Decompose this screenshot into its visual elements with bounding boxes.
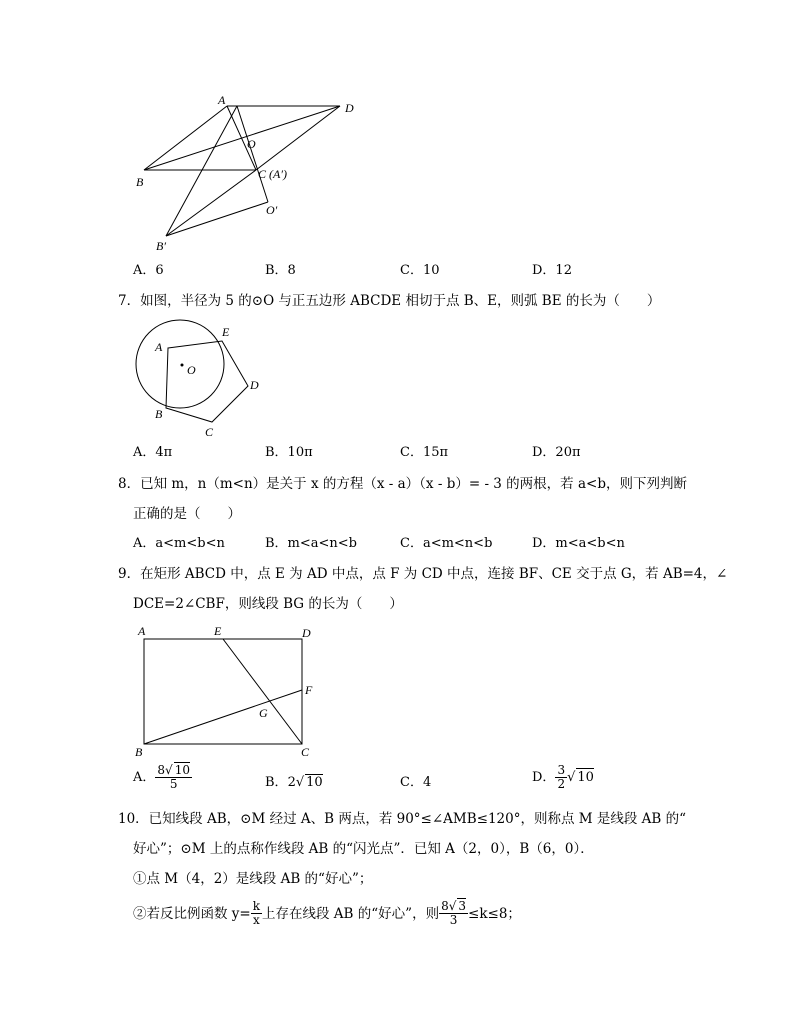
q6-figure xyxy=(130,90,370,260)
q9-option-a-den: 5 xyxy=(169,777,178,791)
q8-option-a: A．a<m<b<n xyxy=(133,536,225,551)
q10-item2-knum: k xyxy=(252,899,261,913)
q6-label-o2: O′ xyxy=(266,203,278,217)
q7-option-b: B．10π xyxy=(265,445,313,460)
q9-option-a xyxy=(133,764,192,791)
q9-option-a-num: 8 xyxy=(157,763,166,777)
q10-item2-c: ≤k≤8； xyxy=(468,905,521,922)
q10-item2-rad: 3 xyxy=(458,899,467,913)
q9-option-d: D． $\frac{3}{2}$ √ 10 xyxy=(532,763,594,791)
q6-label-b: B xyxy=(136,175,144,189)
q7-label-c: C xyxy=(205,425,214,439)
q7-option-d: D．20π xyxy=(532,445,581,460)
q6-option-d: D．12 xyxy=(532,263,572,278)
q9-label-f: F xyxy=(305,683,313,697)
q9-label-c: C xyxy=(301,745,310,759)
q9-option-b-prefix: B． xyxy=(265,775,288,790)
q7-label-o: O xyxy=(187,363,196,377)
q6-label-d: D xyxy=(345,101,354,115)
q9-option-a-prefix: A． xyxy=(133,769,156,785)
q7-option-a: A．4π xyxy=(133,445,173,460)
q10-stem-line2: 好心”；⊙M 上的点称作线段 AB 的“闪光点”．已知 A（2，0），B（6，0）． xyxy=(133,841,594,857)
q9-option-c: C．4 xyxy=(400,775,432,790)
q6-label-b2: B′ xyxy=(156,239,166,253)
q6-label-a: A xyxy=(218,93,226,107)
q8-stem-line1: 8．已知 m，n（m<n）是关于 x 的方程（x - a）（x - b）= - 3 的两根，若 a<b，则下列判断 xyxy=(118,476,687,492)
q9-option-b-rad: 10 xyxy=(306,775,323,790)
q9-option-d-prefix: D． xyxy=(532,769,556,785)
q10-item2-frac: $\frac{8√ 3}{3}$ xyxy=(441,899,467,927)
q10-item-2 xyxy=(133,900,521,927)
q6-label-o: O xyxy=(247,137,256,151)
q9-label-g: G xyxy=(259,706,268,720)
q6-option-c: C．10 xyxy=(400,263,440,278)
q10-item-1: ①点 M（4，2）是线段 AB 的“好心”； xyxy=(133,871,373,887)
q6-option-a: A．6 xyxy=(133,263,164,278)
q8-option-b: B．m<a<n<b xyxy=(265,536,358,551)
q7-figure xyxy=(130,318,270,443)
q9-label-a: A xyxy=(138,624,146,638)
q10-stem-line1: 10．已知线段 AB，⊙M 经过 A、B 两点，若 90°≤∠AMB≤120°，则称点 M 是线段 AB 的“ xyxy=(118,811,687,827)
q9-stem-line2: DCE=2∠CBF，则线段 BG 的长为（ ） xyxy=(133,596,403,612)
q9-label-d: D xyxy=(302,626,311,640)
q7-stem: 7．如图，半径为 5 的⊙O 与正五边形 ABCDE 相切于点 B、E，则弧 BE 的长为（ ） xyxy=(118,293,661,309)
q10-item2-a: ②若反比例函数 y= xyxy=(133,905,251,922)
q7-label-b: B xyxy=(155,407,163,421)
q8-stem-line2: 正确的是（ ） xyxy=(133,506,241,522)
q7-label-a: A xyxy=(155,340,163,354)
q9-option-a-fraction: $\frac{8√ 10}{5}$ xyxy=(157,763,190,791)
q9-stem-line1: 9．在矩形 ABCD 中，点 E 为 AD 中点，点 F 为 CD 中点，连接 BF、CE 交于点 G，若 AB=4，∠ xyxy=(118,566,728,582)
q9-option-d-num: 3 xyxy=(557,763,566,777)
q10-item2-num: 8 xyxy=(441,899,449,913)
q10-item2-b: 上存在线段 AB 的“好心”，则 xyxy=(262,905,440,922)
q9-option-a-rad: 10 xyxy=(174,763,190,777)
q6-option-b: B．8 xyxy=(265,263,296,278)
q9-option-d-rad: 10 xyxy=(577,770,594,785)
q7-label-d: D xyxy=(250,378,259,392)
q9-label-e: E xyxy=(214,624,222,638)
q7-label-e: E xyxy=(222,325,230,339)
q10-item2-den: 3 xyxy=(449,913,458,927)
q8-option-c: C．a<m<n<b xyxy=(400,536,493,551)
q7-option-c: C．15π xyxy=(400,445,449,460)
q9-option-d-fraction xyxy=(555,764,567,791)
q9-figure xyxy=(130,622,330,762)
q9-label-b: B xyxy=(135,745,143,759)
q8-option-d: D．m<a<b<n xyxy=(532,536,625,551)
q6-label-c: C (A′) xyxy=(258,167,287,181)
q9-option-d-den: 2 xyxy=(557,777,566,791)
q9-option-b-coef: 2 xyxy=(287,775,296,790)
q10-item2-kfrac xyxy=(251,900,262,927)
q10-item2-kden: x xyxy=(252,913,260,927)
q9-option-b: B．2√ 10 xyxy=(265,775,323,790)
